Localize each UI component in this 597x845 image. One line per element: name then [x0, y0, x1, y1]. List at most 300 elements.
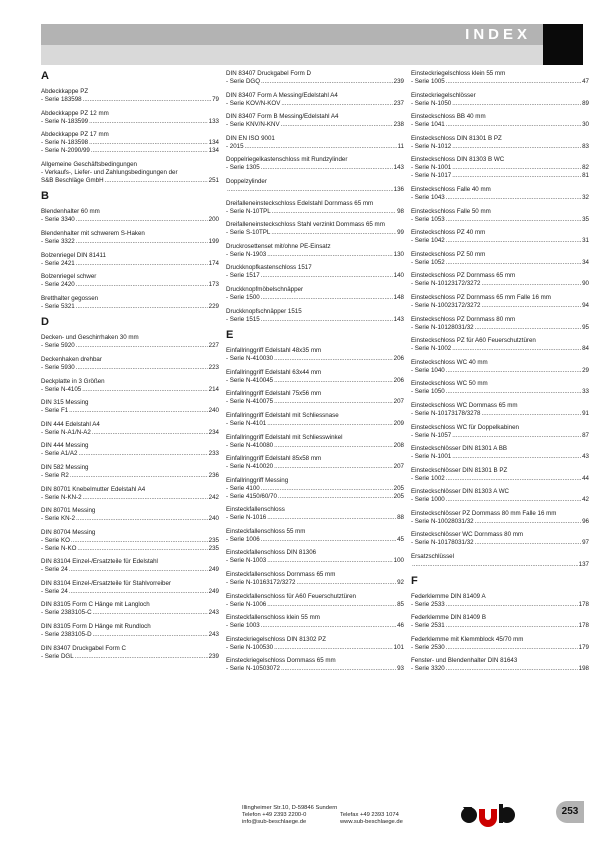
- page-ref: 239: [393, 78, 404, 85]
- page-ref: 174: [208, 259, 219, 267]
- footer-line-1: Illingheimer Str.10, D-59846 Sundern: [242, 805, 338, 811]
- leader-dots: [475, 518, 582, 526]
- entry-row: [411, 143, 589, 151]
- leader-dots: [452, 100, 581, 108]
- index-entry: [41, 558, 219, 574]
- series-label: - Serie R2: [41, 471, 69, 479]
- page-ref: 42: [582, 496, 589, 504]
- page-ref: 205: [393, 484, 404, 492]
- entry-row: [41, 631, 219, 639]
- entry-row: [226, 164, 404, 172]
- index-column-2: [226, 70, 404, 679]
- series-label: - Serie 2421: [41, 259, 75, 267]
- page-ref: 240: [208, 515, 219, 523]
- series-label: - Serie N-100530: [226, 643, 274, 651]
- page-ref: 134: [208, 139, 219, 147]
- page-ref: 88: [397, 514, 404, 522]
- entry-row: [411, 194, 589, 202]
- entry-row: [41, 609, 219, 617]
- leader-dots: [297, 579, 397, 587]
- page-ref: 223: [208, 363, 219, 371]
- entry-row: [226, 601, 404, 609]
- page-ref: 251: [208, 176, 219, 184]
- page-ref: 236: [208, 471, 219, 479]
- leader-dots: [76, 260, 208, 268]
- entry-title: Abdeckkappe PZ 12 mm: [41, 109, 109, 117]
- entry-row: [226, 251, 404, 259]
- series-label: - Serie 1500: [226, 293, 260, 301]
- index-entry: [226, 528, 404, 544]
- footer-fax: Telefax +49 2393 1074: [340, 812, 399, 818]
- leader-dots: [70, 472, 208, 480]
- entry-title: Druckknopfmöbelschnäpper: [226, 285, 304, 293]
- entry-title: Federklemme DIN 81409 A: [411, 592, 486, 600]
- leader-dots: [267, 514, 396, 522]
- entry-title: Einsteckschloss WC 50 mm: [411, 380, 488, 388]
- leader-dots: [274, 442, 393, 450]
- page-ref: 233: [208, 450, 219, 458]
- leader-dots: [76, 238, 208, 246]
- index-entry: [41, 486, 219, 502]
- leader-dots: [482, 302, 582, 310]
- index-entry: [411, 113, 589, 129]
- page-ref: 134: [208, 147, 219, 155]
- entry-row: [411, 172, 589, 180]
- leader-dots: [261, 622, 396, 630]
- entry-title: DIN 83407 Form B Messing/Edelstahl A4: [226, 113, 339, 121]
- index-entry: [411, 251, 589, 267]
- entry-title: Allgemeine Geschäftsbedingungen: [41, 160, 137, 168]
- series-label: - Serie N-4101: [226, 419, 267, 427]
- entry-row: [41, 364, 219, 372]
- series-label: - Serie N-10503072: [226, 665, 281, 673]
- page-ref: 98: [397, 207, 404, 215]
- leader-dots: [446, 367, 581, 375]
- leader-dots: [446, 216, 581, 224]
- index-entry: [226, 636, 404, 652]
- entry-title: Einsteckschloss DIN 81301 B PZ: [411, 134, 502, 142]
- entry-row: [41, 386, 219, 394]
- page-ref: 89: [582, 99, 589, 107]
- entry-title: Einsteckschloss WC Dornmass 65 mm: [411, 401, 518, 409]
- leader-dots: [446, 121, 581, 129]
- leader-dots: [272, 208, 396, 216]
- page-ref: 91: [582, 409, 589, 417]
- page-ref: 46: [397, 622, 404, 630]
- entry-title: Deckplatte in 3 Größen: [41, 377, 105, 385]
- leader-dots: [83, 96, 212, 104]
- page-ref: 207: [393, 463, 404, 471]
- leader-dots: [83, 494, 208, 502]
- entry-title: Einsteckschloss PZ Dornmass 65 mm: [411, 272, 516, 280]
- page-ref: 130: [393, 250, 404, 258]
- entry-row: [41, 429, 219, 437]
- entry-row: [41, 238, 219, 246]
- index-entry: [411, 553, 589, 569]
- leader-dots: [76, 515, 208, 523]
- page-ref: 81: [582, 172, 589, 180]
- entry-title: Einsteckfallenschloss klein 55 mm: [226, 614, 320, 622]
- entry-title: Einsteckriegelschloss DIN 81302 PZ: [226, 635, 327, 643]
- series-label: - Serie N-A1/N-A2: [41, 428, 91, 436]
- entry-row: [41, 139, 219, 147]
- series-label: - Serie N-410020: [226, 463, 274, 471]
- entry-title: Blendenhalter mit schwerem S-Haken: [41, 229, 145, 237]
- entry-title: Bolzenriegel DIN 81411: [41, 251, 106, 259]
- page-ref: 199: [208, 237, 219, 245]
- entry-title: DIN EN ISO 9001: [226, 134, 275, 142]
- series-label: - Serie N-183598: [41, 139, 89, 147]
- series-label: - Serie N-4105: [41, 385, 82, 393]
- page-ref: 87: [582, 431, 589, 439]
- entry-title: Einsteckschloss Falle 40 mm: [411, 185, 491, 193]
- entry-title: DIN 83407 Druckgabel Form D: [226, 70, 311, 77]
- entry-title: Einsteckschloss PZ 40 mm: [411, 229, 486, 237]
- entry-row: [411, 622, 589, 630]
- series-label: - Serie 2533: [411, 600, 445, 608]
- index-entry: [411, 337, 589, 353]
- index-entry: [226, 70, 404, 86]
- entry-row: [411, 496, 589, 504]
- index-entry: [41, 110, 219, 126]
- entry-row: [411, 324, 589, 332]
- page-ref: 243: [208, 609, 219, 617]
- series-label: - Serie 1042: [411, 237, 445, 245]
- page-ref: 44: [582, 474, 589, 482]
- entry-row: [411, 259, 589, 267]
- series-label: - Serie 2530: [411, 643, 445, 651]
- series-label: - Serie N-KO: [41, 544, 77, 552]
- index-entry: [226, 113, 404, 129]
- company-logo: [460, 798, 516, 828]
- leader-dots: [261, 316, 393, 324]
- index-entry: [41, 601, 219, 617]
- entry-title: Einsteckfallenschloss 55 mm: [226, 527, 306, 535]
- entry-title: Einsteckriegelschlösser: [411, 91, 476, 99]
- series-label: - Serie KOV/N-KOV: [226, 99, 281, 107]
- entry-title: Einsteckschloss WC 40 mm: [411, 358, 488, 366]
- entry-row: [226, 186, 404, 194]
- series-label: - Serie 1006: [226, 535, 260, 543]
- page-ref: 29: [582, 366, 589, 374]
- entry-title: Einsteckschlösser PZ Dornmass 80 mm Falle 16 mm: [411, 509, 557, 517]
- series-label: - Serie 183598: [41, 96, 82, 103]
- series-label: - Serie N-2090/99: [41, 147, 90, 155]
- series-label: - Serie N-10123172/3272: [411, 280, 481, 288]
- entry-title: DIN 80704 Messing: [41, 528, 96, 536]
- entry-row: [411, 644, 589, 652]
- leader-dots: [446, 601, 578, 609]
- entry-row: [41, 545, 219, 553]
- index-entry: [41, 334, 219, 350]
- index-entry: [41, 273, 219, 289]
- leader-dots: [452, 172, 581, 180]
- section-letter: F: [411, 574, 418, 587]
- page-ref: 205: [393, 492, 404, 500]
- page-ref: 249: [208, 566, 219, 574]
- series-label: - Serie 1000: [411, 496, 445, 504]
- page-ref: 207: [393, 398, 404, 406]
- leader-dots: [76, 364, 208, 372]
- series-label: - Serie N-410080: [226, 441, 274, 449]
- page-ref: 79: [212, 96, 219, 103]
- leader-dots: [281, 100, 392, 108]
- series-label: - Serie N-1002: [411, 345, 452, 353]
- index-entry: [41, 442, 219, 458]
- series-label: - Serie N-1003: [226, 557, 267, 565]
- leader-dots: [261, 485, 393, 493]
- entry-title: Einsteckfallenschloss DIN 81306: [226, 549, 317, 557]
- index-entry: [226, 390, 404, 406]
- entry-title: DIN 83105 Form C Hänge mit Langloch: [41, 601, 150, 609]
- leader-dots: [274, 463, 393, 471]
- index-entry: [226, 264, 404, 280]
- leader-dots: [278, 493, 393, 501]
- entry-row: [41, 96, 219, 104]
- leader-dots: [69, 407, 208, 415]
- entry-row: [411, 280, 589, 288]
- index-entry: [226, 506, 404, 522]
- entry-row: [41, 177, 219, 185]
- page-ref: 200: [208, 216, 219, 224]
- series-label: - Serie N-183599: [41, 117, 89, 125]
- entry-row: [41, 216, 219, 224]
- series-label: - Serie 5920: [41, 342, 75, 350]
- entry-row: [411, 410, 589, 418]
- series-label: - Serie S-10TPL: [226, 229, 271, 237]
- page-ref: 35: [582, 215, 589, 223]
- series-label: - Serie N-KN-2: [41, 493, 82, 501]
- leader-dots: [76, 303, 208, 311]
- series-label: - Serie N-1050: [411, 99, 452, 107]
- entry-title: Federklemme DIN 81409 B: [411, 614, 486, 622]
- entry-title: Einsteckfallenschloss: [226, 506, 285, 514]
- page-ref: 47: [582, 78, 589, 85]
- entry-row: [411, 216, 589, 224]
- leader-dots: [271, 229, 396, 237]
- index-entry: [411, 424, 589, 440]
- entry-title: Einsteckschloss Falle 50 mm: [411, 207, 491, 215]
- index-entry: [411, 510, 589, 526]
- index-entry: [226, 347, 404, 363]
- index-entry: [411, 467, 589, 483]
- index-entry: [41, 252, 219, 268]
- series-label: - Serie N-10023172/3272: [411, 301, 481, 309]
- entry-row: [226, 622, 404, 630]
- entry-row: [411, 561, 589, 569]
- leader-dots: [475, 324, 582, 332]
- entry-title: Einsteckschloss DIN 81303 B WC: [411, 156, 505, 164]
- entry-title: Einsteckschloss PZ Dornmass 65 mm Falle 16 mm: [411, 293, 551, 301]
- leader-dots: [245, 143, 397, 151]
- series-label: - Serie N-1001: [411, 453, 452, 461]
- page-ref: 243: [208, 631, 219, 639]
- leader-dots: [274, 355, 393, 363]
- index-entry: [41, 131, 219, 155]
- page-ref: 238: [393, 121, 404, 129]
- entry-row: [41, 566, 219, 574]
- entry-row: [411, 78, 589, 86]
- leader-dots: [281, 665, 396, 673]
- entry-row: [411, 388, 589, 396]
- index-entry: [226, 200, 404, 216]
- leader-dots: [261, 78, 393, 86]
- leader-dots: [452, 345, 581, 353]
- entry-title: Einfallringgriff Edelstahl mit Schliessnase: [226, 411, 339, 419]
- series-label: - Serie 24: [41, 587, 68, 595]
- series-label: - Serie 1053: [411, 215, 445, 223]
- page-ref: 93: [397, 665, 404, 673]
- page-ref: 242: [208, 493, 219, 501]
- page-ref: 178: [578, 622, 589, 630]
- page-ref: 143: [393, 315, 404, 323]
- leader-dots: [76, 281, 208, 289]
- entry-title: DIN 83407 Druckgabel Form C: [41, 644, 126, 652]
- entry-row: [411, 100, 589, 108]
- page-ref: 198: [578, 665, 589, 673]
- entry-title: Einsteckschlösser DIN 81303 A WC: [411, 488, 510, 496]
- entry-title: Einfallringgriff Edelstahl 48x35 mm: [226, 347, 322, 355]
- leader-dots: [274, 644, 393, 652]
- leader-dots: [446, 237, 581, 245]
- footer-address: [242, 805, 337, 826]
- series-label: - Serie N-410045: [226, 376, 274, 384]
- index-entry: [41, 507, 219, 523]
- entry-row: [411, 665, 589, 673]
- entry-title: Blendenhalter 60 mm: [41, 208, 100, 216]
- index-entry: [41, 230, 219, 246]
- page-ref: 84: [582, 345, 589, 353]
- index-entry: [226, 178, 404, 194]
- page-ref: 140: [393, 272, 404, 280]
- entry-title: DIN 83105 Form D Hänge mit Rundloch: [41, 623, 151, 631]
- entry-row: [226, 316, 404, 324]
- entry-row: [226, 100, 404, 108]
- series-label: - Verkaufs-, Liefer- und Zahlungsbedingungen der: [41, 168, 178, 176]
- entry-row: [411, 345, 589, 353]
- entry-row: [411, 601, 589, 609]
- page-ref: 239: [208, 652, 219, 660]
- page-ref: 249: [208, 587, 219, 595]
- leader-dots: [76, 342, 208, 350]
- series-label: - Serie A1/A2: [41, 450, 78, 458]
- series-label: - Serie N-410075: [226, 398, 274, 406]
- index-column-3: [411, 70, 589, 679]
- series-label: - Serie 3340: [41, 216, 75, 224]
- index-entry: [41, 295, 219, 311]
- series-label: - Serie N-1001: [411, 164, 452, 172]
- entry-title: Doppelriegelkastenschloss mit Rundzylinder: [226, 156, 348, 164]
- entry-row: [41, 281, 219, 289]
- page-ref: 240: [208, 407, 219, 415]
- series-label: - Serie N-10178031/32: [411, 539, 474, 547]
- entry-row: [411, 367, 589, 375]
- page-ref: 179: [578, 643, 589, 651]
- index-entry: [226, 571, 404, 587]
- series-label: S&B Beschläge GmbH: [41, 176, 104, 184]
- entry-title: Doppelzylinder: [226, 177, 267, 185]
- index-entry: [411, 70, 589, 86]
- page-ref: 227: [208, 342, 219, 350]
- index-entry: [226, 243, 404, 259]
- leader-dots: [261, 272, 393, 280]
- page-ref: 235: [208, 536, 219, 544]
- leader-dots: [105, 177, 208, 185]
- entry-row: [226, 398, 404, 406]
- page-ref: 133: [208, 117, 219, 125]
- entry-row: [226, 294, 404, 302]
- series-label: - Serie N-10173178/3278: [411, 409, 481, 417]
- index-entry: [226, 156, 404, 172]
- entry-row: [411, 121, 589, 129]
- series-label: - Serie N-10028031/32: [411, 517, 474, 525]
- page-ref: 234: [208, 428, 219, 436]
- entry-title: Einsteckschloss PZ für A60 Feuerschutztüren: [411, 337, 536, 345]
- entry-row: [226, 579, 404, 587]
- leader-dots: [446, 194, 581, 202]
- footer-line-3: info@sub-beschlaege.de: [242, 819, 307, 825]
- series-label: - Serie N-410030: [226, 355, 274, 363]
- entry-title: Druckrosettenset mit/ohne PE-Einsatz: [226, 242, 331, 250]
- entry-title: DIN 80701 Messing: [41, 507, 96, 515]
- index-entry: [41, 356, 219, 372]
- page-ref: 148: [393, 293, 404, 301]
- page-ref: 11: [397, 142, 404, 150]
- series-label: - Serie KN-2: [41, 515, 76, 523]
- entry-title: DIN 582 Messing: [41, 463, 89, 471]
- index-entry: [411, 92, 589, 108]
- leader-dots: [482, 410, 582, 418]
- leader-dots: [412, 561, 578, 569]
- entry-row: [411, 302, 589, 310]
- section-letter: B: [41, 190, 49, 203]
- index-entry: [411, 614, 589, 630]
- leader-dots: [92, 429, 208, 437]
- entry-title: Einfallringgriff Edelstahl 75x56 mm: [226, 390, 322, 398]
- page-ref: 229: [208, 302, 219, 310]
- leader-dots: [446, 388, 581, 396]
- entry-row: [226, 493, 404, 501]
- entry-title: Fenster- und Blendenhalter DIN 81643: [411, 657, 518, 665]
- entry-title: Einsteckfallenschloss für A60 Feuerschutztüren: [226, 592, 357, 600]
- entry-title: Bolzenriegel schwer: [41, 273, 97, 281]
- entry-row: [226, 665, 404, 673]
- page-ref: 32: [582, 193, 589, 201]
- entry-row: [41, 472, 219, 480]
- entry-row: [411, 164, 589, 172]
- series-label: - Serie 1041: [411, 121, 445, 129]
- entry-title: Federklemme mit Klemmblock 45/70 mm: [411, 635, 524, 643]
- series-label: - Serie 1305: [226, 164, 260, 172]
- leader-dots: [446, 496, 581, 504]
- entry-title: DIN 83407 Form A Messing/Edelstahl A4: [226, 91, 338, 99]
- entry-title: DIN 83104 Einzel-/Ersatzteile für Stahlvorreiber: [41, 579, 171, 587]
- page-title: INDEX: [465, 26, 531, 43]
- page-ref: 94: [582, 301, 589, 309]
- index-entry: [411, 316, 589, 332]
- index-entry: [226, 593, 404, 609]
- leader-dots: [281, 121, 393, 129]
- page-ref: 96: [582, 517, 589, 525]
- entry-title: Druckknopfschnäpper 1515: [226, 307, 302, 315]
- entry-row: [411, 453, 589, 461]
- entry-row: [41, 588, 219, 596]
- index-entry: [411, 488, 589, 504]
- series-label: - Serie 1517: [226, 272, 260, 280]
- series-label: - Serie 1050: [411, 388, 445, 396]
- series-label: - Serie 1043: [411, 193, 445, 201]
- page-ref: 99: [397, 229, 404, 237]
